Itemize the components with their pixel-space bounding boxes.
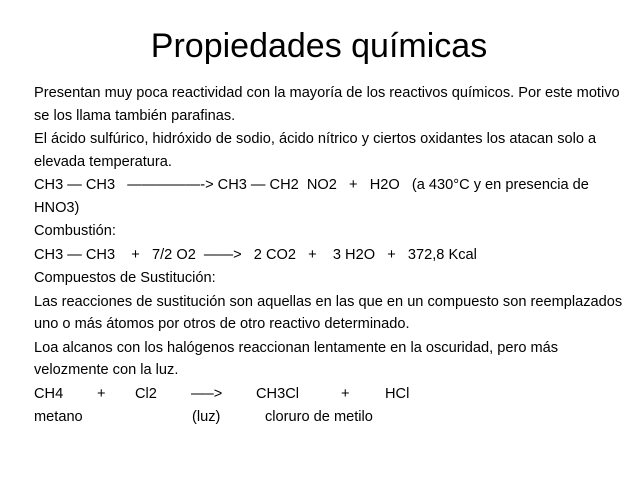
label-cloruro-de-metilo: cloruro de metilo (265, 408, 373, 425)
paragraph-substitution-definition: Las reacciones de sustitución son aquellas en las que en un compuesto son reemplazados uno o más átomos por otros de otro reactivo determinado. (34, 293, 623, 332)
paragraph-reactivity: Presentan muy poca reactividad con la mayoría de los reactivos químicos. Por este motivo se los llama también parafinas. (34, 85, 620, 124)
reactant-cl2: Cl2 (135, 385, 157, 402)
product-ch3cl: CH3Cl (256, 385, 299, 402)
slide-body (34, 82, 624, 429)
plus-sign: + (97, 385, 106, 402)
heading-substitution: Compuestos de Sustitución: (34, 270, 216, 286)
product-hcl: HCl (385, 385, 410, 402)
paragraph-acids: El ácido sulfúrico, hidróxido de sodio, ácido nítrico y ciertos oxidantes los atacan solo a elevada temperatura. (34, 131, 597, 170)
heading-combustion: Combustión: (34, 223, 116, 239)
nitration-equation: CH3 — CH3 —————-> CH3 — CH2 NO2 + H2O (a 430°C y en presencia de HNO3) (34, 177, 593, 216)
plus-sign: + (341, 385, 350, 402)
reaction-arrow: —–> (191, 385, 223, 402)
chlorination-equation (34, 383, 624, 406)
reactant-ch4: CH4 (34, 385, 64, 402)
label-metano: metano (34, 408, 83, 425)
label-luz: (luz) (192, 408, 221, 425)
compound-names-row (34, 406, 624, 429)
slide-title: Propiedades químicas (150, 27, 488, 65)
paragraph-halogens: Loa alcanos con los halógenos reaccionan lentamente en la oscuridad, pero más velozmente con la luz. (34, 339, 559, 378)
combustion-equation: CH3 — CH3 + 7/2 O2 ——> 2 CO2 + 3 H2O + 372,8 Kcal (34, 246, 477, 263)
